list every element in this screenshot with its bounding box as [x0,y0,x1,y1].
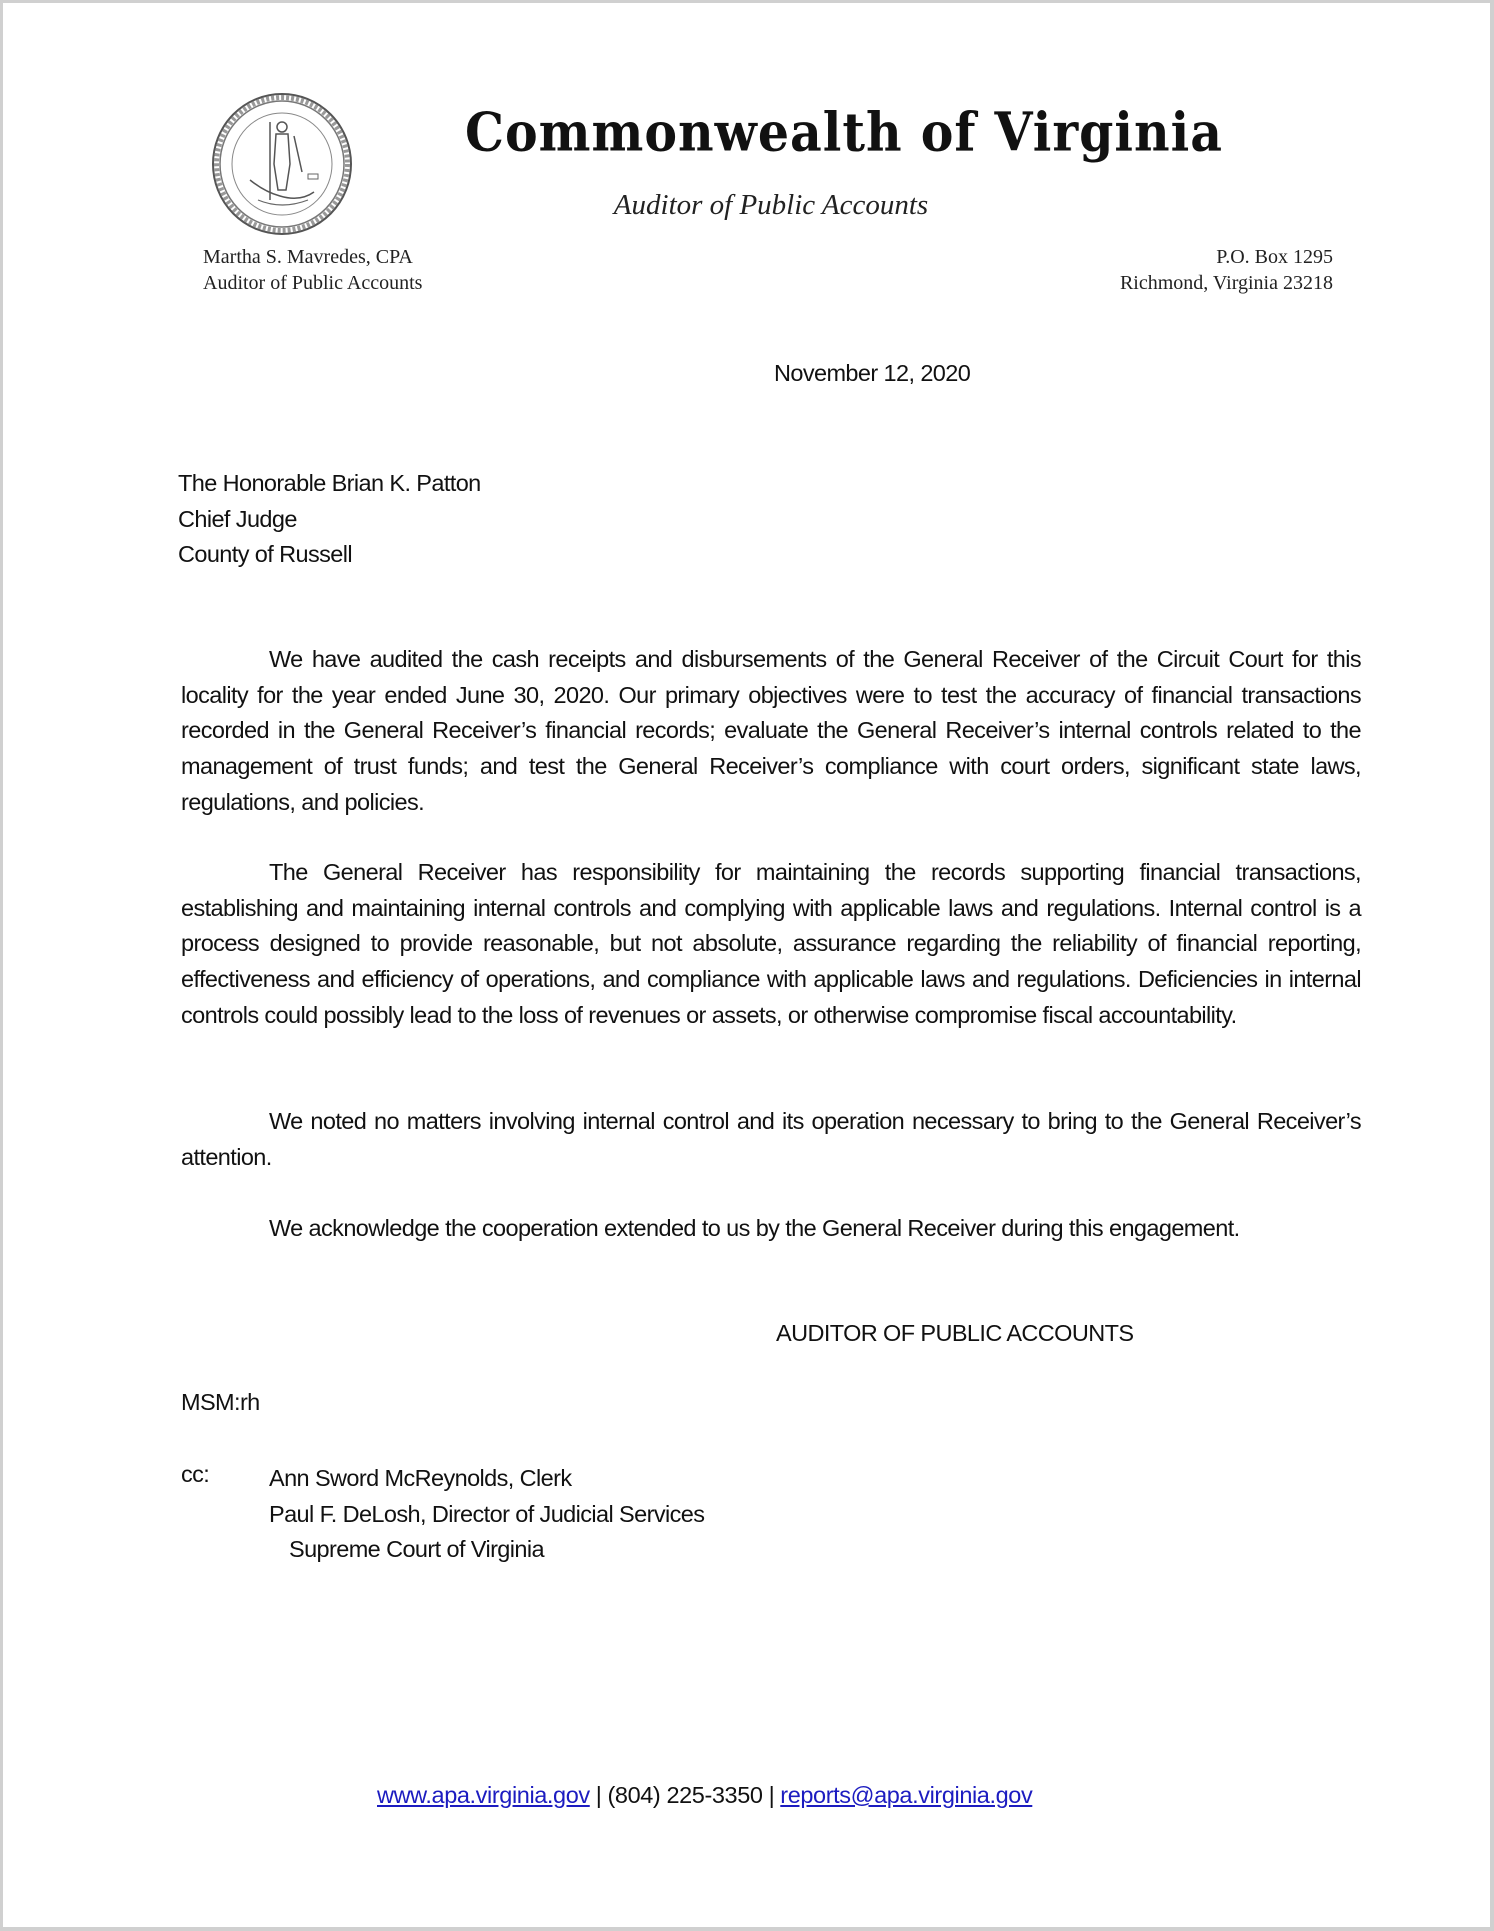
letter-date: November 12, 2020 [774,360,971,386]
auditor-name-block [203,244,422,296]
auditor-role: Auditor of Public Accounts [203,272,423,294]
city-state-zip: Richmond, Virginia 23218 [1119,272,1333,294]
footer-separator: | [768,1782,775,1808]
addressee-name: The Honorable Brian K. Patton [178,470,481,496]
virginia-seal-icon [210,92,354,236]
footer-contact [377,1782,1032,1809]
addressee-block [178,466,481,573]
email-link[interactable]: reports@apa.virginia.gov [780,1782,1033,1808]
addressee-title: Chief Judge [178,505,297,532]
cc-recipient-list [269,1461,704,1568]
letterhead-title: Commonwealth of Virginia [465,100,1223,164]
letter-page [3,3,1490,1927]
cc-recipient: Paul F. DeLosh, Director of Judicial Services [269,1500,705,1527]
body-paragraph: The General Receiver has responsibility for maintaining the records supporting financial transactions, establishing and maintaining internal controls and complying with applicable laws and regulations. Internal control is a process designed to provide reasonable, but not absolute, assurance regarding the reliability of financial reporting, effectiveness and efficiency of operations, and compliance with applicable laws and regulations. Deficiencies in internal controls could possibly lead to the loss of revenues or assets, or otherwise compromise fiscal accountability. [181,859,1361,1028]
footer-separator: | [595,1782,602,1808]
phone-number: (804) 225-3350 [607,1782,763,1808]
cc-label: cc: [181,1461,210,1487]
website-link[interactable]: www.apa.virginia.gov [377,1782,590,1808]
mailing-address-block [1120,244,1333,296]
body-paragraph: We acknowledge the cooperation extended to us by the General Receiver during this engagement. [269,1215,1240,1241]
reference-initials: MSM:rh [181,1389,260,1415]
letterhead-subtitle: Auditor of Public Accounts [613,189,929,221]
cc-recipient: Ann Sword McReynolds, Clerk [269,1465,572,1491]
signature-block: AUDITOR OF PUBLIC ACCOUNTS [776,1320,1134,1346]
addressee-locality: County of Russell [178,541,352,568]
po-box: P.O. Box 1295 [1216,246,1333,268]
auditor-name: Martha S. Mavredes, CPA [203,246,413,268]
cc-recipient-organization: Supreme Court of Virginia [289,1536,544,1563]
body-paragraph: We noted no matters involving internal control and its operation necessary to bring to the General Receiver’s attention. [181,1108,1361,1170]
body-paragraph: We have audited the cash receipts and disbursements of the General Receiver of the Circuit Court for this locality for the year ended June 30, 2020. Our primary objectives were to test the accuracy of financial transactions recorded in the General Receiver’s financial records; evaluate the General Receiver’s internal controls related to the management of trust funds; and test the General Receiver’s compliance with court orders, significant state laws, regulations, and policies. [181,646,1361,815]
